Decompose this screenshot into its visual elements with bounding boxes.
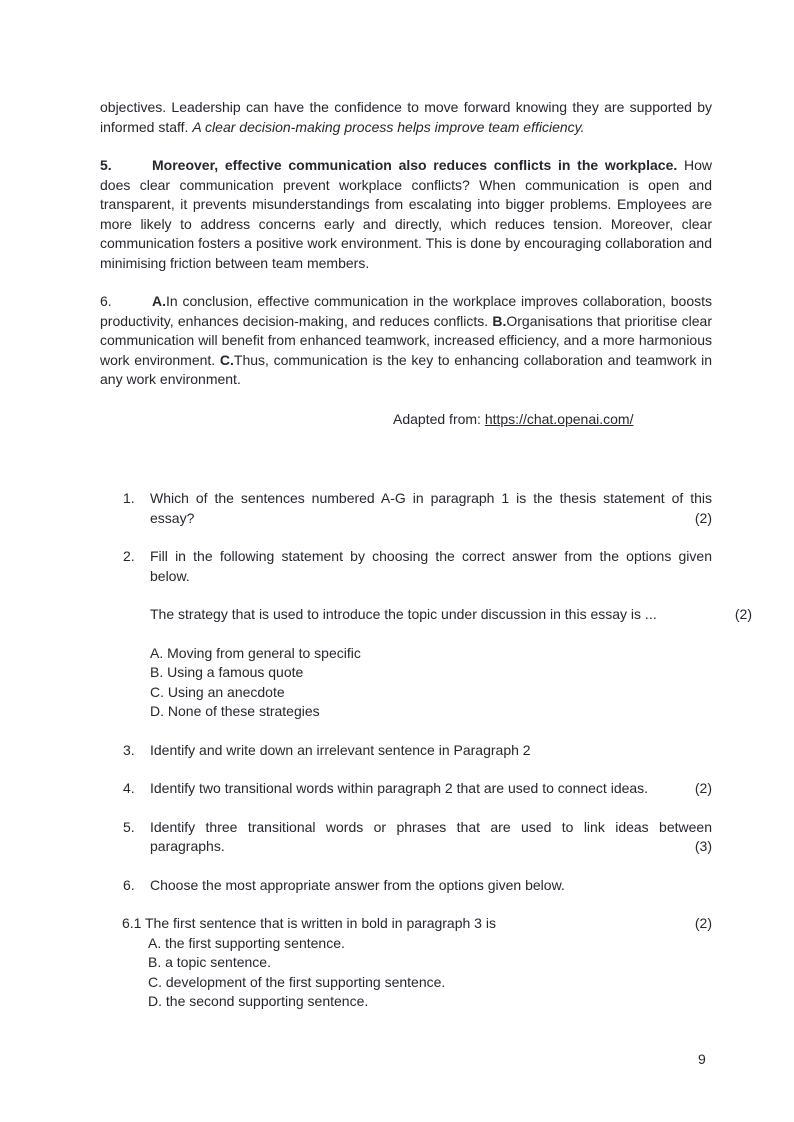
essay-paragraph-continuation xyxy=(100,98,712,137)
option-a: A. the first supporting sentence. xyxy=(148,934,345,951)
question-number: 6.1 xyxy=(122,915,142,931)
question-5 xyxy=(100,818,712,857)
question-text: The first sentence that is written in bold in paragraph 3 is xyxy=(145,915,496,931)
essay-paragraph-6 xyxy=(100,292,712,390)
question-number: 6. xyxy=(123,876,135,893)
question-2 xyxy=(100,547,752,722)
question-list xyxy=(100,489,752,1012)
option-a: A. Moving from general to specific xyxy=(150,644,361,661)
option-d: D. None of these strategies xyxy=(150,703,320,719)
source-url-link[interactable]: https://chat.openai.com/ xyxy=(484,410,634,427)
question-3 xyxy=(100,741,712,761)
paragraph-text: How does clear communication prevent workplace conflicts? When communication is open and transparent, it prevents misunderstandings from escalating into bigger problems. Employees are more likely to address concerns early and directly, which reduces tension. Moreover, clear communication fosters a positive work environment. This is done by encouraging collaboration and minimising friction between team members. xyxy=(100,157,712,271)
sentence-label-a: A. xyxy=(152,293,166,309)
statement-text: The strategy that is used to introduce the topic under discussion in this essay is ... xyxy=(150,606,657,622)
option-d: D. the second supporting sentence. xyxy=(148,993,369,1009)
option-c: C. development of the first supporting sentence. xyxy=(148,973,446,990)
question-6-1-options xyxy=(145,934,712,1012)
paragraph-text: Thus, communication is the key to enhancing collaboration and teamwork in any work environment. xyxy=(100,351,712,387)
sentence-label-b: B. xyxy=(492,312,507,329)
question-2-options xyxy=(150,644,712,722)
question-text: Identify and write down an irrelevant sentence in Paragraph 2 xyxy=(150,741,531,758)
paragraph-text-italic: A clear decision-making process helps improve team efficiency. xyxy=(192,118,585,135)
question-text: Identify two transitional words within paragraph 2 that are used to connect ideas. xyxy=(150,780,649,796)
marks-badge: (2) xyxy=(689,779,712,799)
question-number: 4. xyxy=(123,780,135,796)
question-number: 1. xyxy=(123,490,135,506)
question-number: 2. xyxy=(123,548,135,564)
question-text: Which of the sentences numbered A-G in paragraph 1 is the thesis statement of this essay? xyxy=(150,490,712,526)
source-attribution xyxy=(100,410,712,430)
question-text: Identify three transitional words or phrases that are used to link ideas between paragraphs. xyxy=(150,818,712,854)
question-6-1 xyxy=(100,914,712,1012)
source-prefix: Adapted from: xyxy=(393,410,485,427)
option-b: B. Using a famous quote xyxy=(150,664,304,680)
page-content xyxy=(100,98,752,1012)
marks-badge: (2) xyxy=(689,509,712,529)
question-number: 5. xyxy=(123,818,135,835)
question-6 xyxy=(100,876,712,896)
marks-badge: (3) xyxy=(689,837,712,857)
question-1 xyxy=(100,489,712,528)
question-text: Fill in the following statement by choosing the correct answer from the options given below. xyxy=(150,548,712,584)
question-number: 3. xyxy=(123,741,135,758)
question-4 xyxy=(100,779,712,799)
sentence-label-c: C. xyxy=(219,351,234,368)
page-number: 9 xyxy=(698,1051,706,1067)
option-c: C. Using an anecdote xyxy=(150,683,285,700)
option-b: B. a topic sentence. xyxy=(148,954,271,970)
question-2-statement xyxy=(150,605,752,625)
topic-sentence: Moreover, effective communication also reduces conflicts in the workplace. xyxy=(152,157,678,173)
question-text: Choose the most appropriate answer from the options given below. xyxy=(150,876,565,893)
paragraph-number: 5. xyxy=(100,157,112,173)
paragraph-text: In conclusion, effective communication in the workplace improves collaboration, boosts productivity, enhances decision-making, and reduces conflicts. xyxy=(100,293,712,329)
essay-paragraph-5 xyxy=(100,156,712,273)
marks-badge: (2) xyxy=(694,915,712,931)
marks-badge: (2) xyxy=(734,606,752,622)
paragraph-number: 6. xyxy=(100,293,112,309)
paragraph-text: objectives. Leadership can have the confidence to move forward knowing they are supported by informed staff. xyxy=(100,99,712,135)
paragraph-text: Organisations that prioritise clear communication will benefit from enhanced teamwork, increased efficiency, and a more harmonious work environment. xyxy=(100,312,712,368)
